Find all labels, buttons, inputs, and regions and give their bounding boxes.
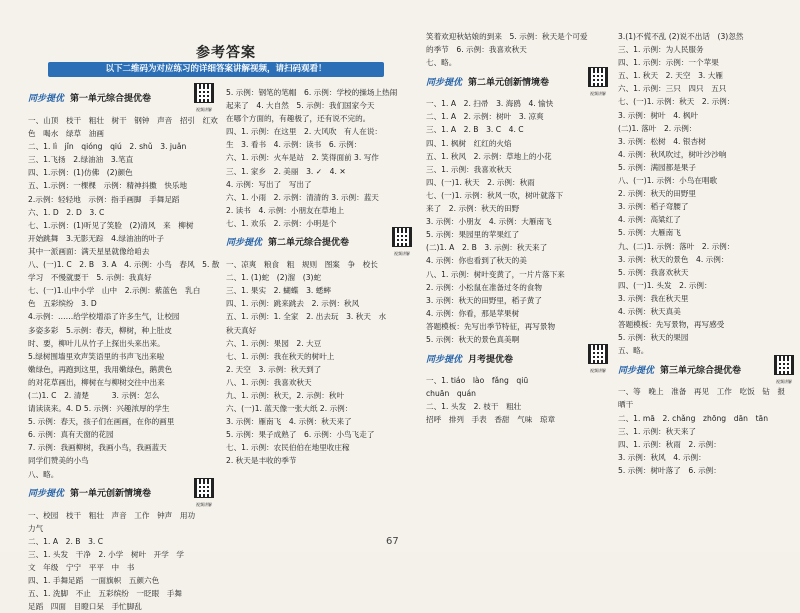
answer-line: 足蹈 四面 目瞪口呆 手忙脚乱 xyxy=(28,602,142,612)
answer-line: 八、(一)1. 示例：小鸟在唱歌 xyxy=(618,176,718,186)
answer-line: 3. 示例：小朋友 4. 示例：大雁南飞 xyxy=(426,217,552,227)
answer-line: 7. 示例：我画柳树，我画小鸟，我画蓝天 xyxy=(28,443,167,453)
answer-line: 三、1. A 2. B 3. C 4. C xyxy=(426,125,524,135)
qr-code[interactable]: 视频讲解 xyxy=(774,355,794,388)
answer-lines xyxy=(618,30,794,357)
column-2 xyxy=(226,86,412,534)
answer-line: 色 五彩缤纷 3. D xyxy=(28,299,97,309)
answer-line: 5. 示例：满园都是果子 xyxy=(618,162,697,172)
answer-line: 3. 示例：我在秋天里 xyxy=(618,293,689,303)
page-number: 67 xyxy=(386,536,399,547)
answer-line: 起来了 4. 大自然 5. 示例：我们国家今天 xyxy=(226,101,375,111)
answer-line: 四、(一)1. 秋天 2. 示例：秋雨 xyxy=(426,177,535,187)
answer-line: 6. 示例：真有天窗的花园 xyxy=(28,430,114,440)
answer-line: 力气 xyxy=(28,523,44,533)
answer-line: 4. 示例：秋风吹过，树叶沙沙响 xyxy=(618,149,727,159)
answer-line: (二)1. A 2. B 3. 示例：秋天来了 xyxy=(426,243,548,253)
page-title: 参考答案 xyxy=(196,45,256,61)
answer-line: 七、(一)1. 示例：秋天 2. 示例： xyxy=(618,97,735,107)
answer-line: 七、1. 示例：农民伯伯在地里收庄稼 xyxy=(226,443,350,453)
answer-line: 七、(一)1.山中小学 山中 2.示例：紫蓝色 乳白 xyxy=(28,286,201,296)
answer-line: 四、1. 枫树 红红的火焰 xyxy=(426,138,512,148)
answer-line: 二、1. (1)蛇 (2)溜 (3)蛇 xyxy=(226,273,322,283)
answer-line: 3. 示例：树叶 4. 枫叶 xyxy=(618,110,699,120)
answer-lines xyxy=(28,509,214,613)
answer-line: 四、1.示例：(1)仿佛 (2)颜色 xyxy=(28,168,133,178)
answer-lines xyxy=(226,86,412,230)
answer-line: 其中一派画面：满天星星就像给咱去 xyxy=(28,246,150,256)
answer-line: 多姿多彩 5.示例：春天，柳树，种上肚皮 xyxy=(28,325,172,335)
answer-line: 文 年级 宁宁 平平 中 书 xyxy=(28,563,135,572)
answer-line: 来了 2. 示例：秋天的田野 xyxy=(426,204,520,214)
section-header: 同步提优 第二单元综合提优卷 视频讲解 xyxy=(226,232,412,256)
answer-lines xyxy=(426,30,608,69)
answer-line: 四、1. 示例：跳来跳去 2. 示例：秋风 xyxy=(226,299,360,309)
answer-line: 三、1. 示例：我喜欢秋天 xyxy=(426,164,512,174)
answer-line: 六、1. D 2. D 3. C xyxy=(28,207,105,217)
answer-line: 八、1. 示例：树叶变黄了，一片片落下来 xyxy=(426,269,565,279)
column-3 xyxy=(426,30,608,535)
qr-code[interactable]: 视频讲解 xyxy=(194,83,214,116)
answer-line: 4. 示例：你看，那是苹果树 xyxy=(426,308,520,318)
answer-line: 2. 读书 4. 示例：小朋友在草地上 xyxy=(226,205,345,215)
answer-line: 八、略。 xyxy=(28,469,59,479)
answer-line: 5. 示例：秋天的果园 xyxy=(618,333,689,343)
answer-line: 四、1. 示例：示例：一个苹果 xyxy=(618,58,719,68)
answer-line: 5. 示例：树叶落了 6. 示例： xyxy=(618,465,721,475)
answer-line: 七、1.示例：(1)听见了笑脸 (2)清风 来 柳树 xyxy=(28,220,194,230)
answer-lines xyxy=(226,258,412,468)
answer-line: 5. 示例：果园里的苹果红了 xyxy=(426,230,520,240)
answer-line: 一、1. A 2. 扫帚 3. 海鸥 4. 愉快 xyxy=(426,99,554,109)
answer-line: 五、1.示例：一棵棵 示例：精神抖擞 快乐地 xyxy=(28,181,188,191)
answer-line: 5. 示例：果子成熟了 6. 示例：小鸟飞走了 xyxy=(226,430,375,440)
answer-line: 四、(一)1. 头发 2. 示例： xyxy=(618,280,712,290)
answer-line: 二、1. A 2. 示例：树叶 3. 凉爽 xyxy=(426,112,544,122)
answer-line: 嫩绿色，再跑到这里，我用嫩绿色，鹅黄色 xyxy=(28,364,173,374)
answer-line: 2. 示例：秋天的田野里 xyxy=(618,189,697,199)
answer-line: 5. 示例：大雁南飞 xyxy=(618,228,681,238)
answer-line: 四、1. 示例：秋雨 2. 示例： xyxy=(618,439,721,449)
answer-line: 秋天真好 xyxy=(226,325,257,335)
answer-line: 五、1. 秋风 2. 示例：草地上的小花 xyxy=(426,151,552,161)
answer-line: 八、1. 示例：我喜欢秋天 xyxy=(226,377,312,387)
answer-line: 3. 示例：稻子弯腰了 xyxy=(618,202,689,212)
answer-line: 4. 示例：秋天真美 xyxy=(618,306,681,316)
answer-line: 四、1. 示例：在这里 2. 大风吹 有人在说： xyxy=(226,127,383,137)
qr-banner: 以下二维码为对应练习的详细答案讲解视频，请扫码观看！ xyxy=(48,62,384,77)
section-header: 同步提优 第二单元创新情境卷 视频讲解 xyxy=(426,71,608,95)
answer-line: 4.示例：……给学校增添了许多生气，让校园 xyxy=(28,312,180,322)
section-header: 同步提优 第一单元创新情境卷 视频讲解 xyxy=(28,483,214,507)
answer-line: 2. 示例：小松鼠在准备过冬的食物 xyxy=(426,282,542,292)
answer-line: 五、1. 示例：1. 全家 2. 出去玩 3. 秋天 水 xyxy=(226,312,387,322)
answer-line: 开始跳舞 3.无影无踪 4.绿油油的叶子 xyxy=(28,233,164,243)
answer-line: 七、1. 欢乐 2. 示例：小明是个 xyxy=(226,218,337,228)
answer-line: 5.绿树围墙里欢声笑语里的书声飞出来啦 xyxy=(28,351,165,361)
answer-line: 5. 示例：春天，孩子们在画画，在你的画里 xyxy=(28,417,175,427)
answer-line: 笑着欢迎秋姑娘的到来 5. 示例：秋天是个可爱 xyxy=(426,32,588,41)
answer-line: 三、1. 果实 2. 蝴蝶 3. 蟋蟀 xyxy=(226,286,331,296)
answer-line: 在哪个方面的，有趣极了，还有说不完的。 xyxy=(226,114,371,124)
answer-line: 六、1. 小雨 2. 示例：清清的 3. 示例：蓝天 xyxy=(226,192,379,202)
answer-line: 色 喝水 绿草 油画 xyxy=(28,129,104,139)
answer-line: 八、(一)1. C 2. B 3. A 4. 示例：小鸟 春风 5. 散 xyxy=(28,260,220,270)
answer-line: 4. 示例：高粱红了 xyxy=(618,215,681,225)
qr-code[interactable]: 视频讲解 xyxy=(588,67,608,100)
answer-lines xyxy=(426,374,608,426)
answer-line: 六、1. 示例：三只 四只 五只 xyxy=(618,84,727,94)
answer-line: 二、1. mā 2. chǎng zhōng dān tān xyxy=(618,413,769,423)
answer-line: (二)1. 落叶 2. 示例： xyxy=(618,123,697,133)
answer-line: 的对花草画出，柳树在与柳树交往中出来 xyxy=(28,377,165,387)
answer-line: 三、1. 示例：秋天来了 xyxy=(618,426,697,436)
answer-line: 3. 示例：秋天的田野里，稻子黄了 xyxy=(426,295,542,305)
column-4 xyxy=(618,30,794,535)
answer-line: 二、1. 头发 2. 枝干 粗壮 xyxy=(426,402,522,412)
answer-line: 3. 示例：松树 4. 银杏树 xyxy=(618,136,706,146)
qr-code[interactable]: 视频讲解 xyxy=(392,227,412,260)
answer-line: 五、1. 秋天 2. 天空 3. 大雁 xyxy=(618,71,723,81)
answer-line: 七、(一)1. 示例：秋风一吹，树叶就落下 xyxy=(426,190,564,200)
answer-line: 二、1. lì jǐn qióng qiú 2. shǔ 3. juǎn xyxy=(28,142,187,152)
answer-line: 五、1. 洗脚 不止 五彩缤纷 一眨眼 手舞 xyxy=(28,589,182,599)
answer-line: 一、凉爽 粮食 粗 规则 图案 争 校长 xyxy=(226,260,378,270)
answer-line: 4. 示例：写出了 写出了 xyxy=(226,179,312,189)
answer-line: 晒干 xyxy=(618,400,634,410)
answer-line: 九、1. 示例：秋天，2. 示例：秋叶 xyxy=(226,390,345,400)
answer-line: 三、1. 示例：为人民服务 xyxy=(618,45,704,55)
answer-line: 三、1. 头发 干净 2. 小学 树叶 开学 学 xyxy=(28,549,185,559)
qr-code[interactable]: 视频讲解 xyxy=(588,344,608,377)
answer-line: 5. 示例：秋天的景色真美啊 xyxy=(426,334,520,344)
answer-line: 生 3. 看书 4. 示例：读书 6. 示例： xyxy=(226,140,362,150)
answer-line: 一、等 晚上 准备 再见 工作 吃饭 钻 报 xyxy=(618,387,786,397)
answer-line: 3. 示例：雁南飞 4. 示例：秋天来了 xyxy=(226,417,352,427)
answer-line: 招呼 排列 手表 香甜 气味 琼章 xyxy=(426,415,556,425)
qr-code[interactable]: 视频讲解 xyxy=(194,478,214,511)
answer-line: 答题模板：先写出季节特征，再写景物 xyxy=(426,321,556,331)
answer-line: 九、(二)1. 示例：落叶 2. 示例： xyxy=(618,241,735,251)
answer-line: 二、1. A 2. B 3. C xyxy=(28,536,104,546)
answer-line: 同学们赞美的小鸟 xyxy=(28,456,89,466)
answer-line: 三、1. 家乡 2. 美丽 3. ✓ 4. ✕ xyxy=(226,166,346,176)
answer-line: 3. 示例：秋风 4. 示例： xyxy=(618,452,706,462)
answer-line: (二)1. C 2. 清楚 3. 示例：怎么 xyxy=(28,390,160,400)
answer-line: 一、山顶 枝干 粗壮 树干 钢钟 声音 招引 红欢 xyxy=(28,116,218,125)
answer-line: 七、略。 xyxy=(426,58,457,68)
answer-line: 2.示例：轻轻地 示例：指手画脚 手舞足蹈 xyxy=(28,194,180,204)
answer-line: 七、1. 示例：我在秋天的树叶上 xyxy=(226,351,335,361)
section-header: 同步提优 第一单元综合提优卷 视频讲解 xyxy=(28,88,214,112)
answer-line: 时、要，柳叶儿从竹子上探出头来出来。 xyxy=(28,338,165,348)
answer-lines xyxy=(618,385,794,477)
answer-line: 请读读来。4. D 5. 示例：兴趣浓厚的学生 xyxy=(28,404,170,414)
answer-line: 2. 秋天是丰收的季节 xyxy=(226,456,297,466)
answer-line: 四、1. 手舞足蹈 一面旗帜 五颜六色 xyxy=(28,576,160,586)
answer-line: 3. 示例：秋天的景色 4. 示例： xyxy=(618,254,729,264)
answer-line: 答题模板：先写景物，再写感受 xyxy=(618,320,725,330)
answer-line: 5. 示例：我喜欢秋天 xyxy=(618,267,689,277)
section-header: 同步提优 第三单元综合提优卷 视频讲解 xyxy=(618,359,794,383)
answer-lines xyxy=(426,97,608,346)
answer-line: 5. 示例：钢笔的笔帽 6. 示例：学校的操场上热闹 xyxy=(226,88,398,97)
answer-line: 六、1. 示例：果园 2. 大豆 xyxy=(226,338,322,348)
answer-line: 4. 示例：你也看到了秋天的美 xyxy=(426,256,527,266)
answer-line: 六、1. 示例：火车是站 2. 笑得面前 3. 写作 xyxy=(226,153,379,163)
answer-line: 的季节 6. 示例：我喜欢秋天 xyxy=(426,45,527,55)
answer-line: 五、略。 xyxy=(618,346,649,356)
answer-lines xyxy=(28,114,220,481)
answer-line: chuān quán xyxy=(426,389,476,399)
answer-line: 六、(一)1. 蓝天像一张大纸 2. 示例： xyxy=(226,404,353,414)
answer-line: 一、校园 枝干 粗壮 声音 工作 钟声 用功 xyxy=(28,510,196,520)
column-1 xyxy=(28,86,220,612)
answer-line: 一、1. tiáo lào fǎng qiū xyxy=(426,376,529,386)
answer-line: 三、1.飞扬 2.绿油油 3.笔直 xyxy=(28,155,134,165)
answer-line: 2. 天空 3. 示例：秋天到了 xyxy=(226,364,322,374)
answer-line: 3.(1)不慌不乱 (2)说不出话 (3)忽然 xyxy=(618,32,744,41)
section-header: 同步提优 月考提优卷 视频讲解 xyxy=(426,348,608,372)
answer-line: 学习 不慢就要干 5. 示例：我真好 xyxy=(28,273,152,283)
